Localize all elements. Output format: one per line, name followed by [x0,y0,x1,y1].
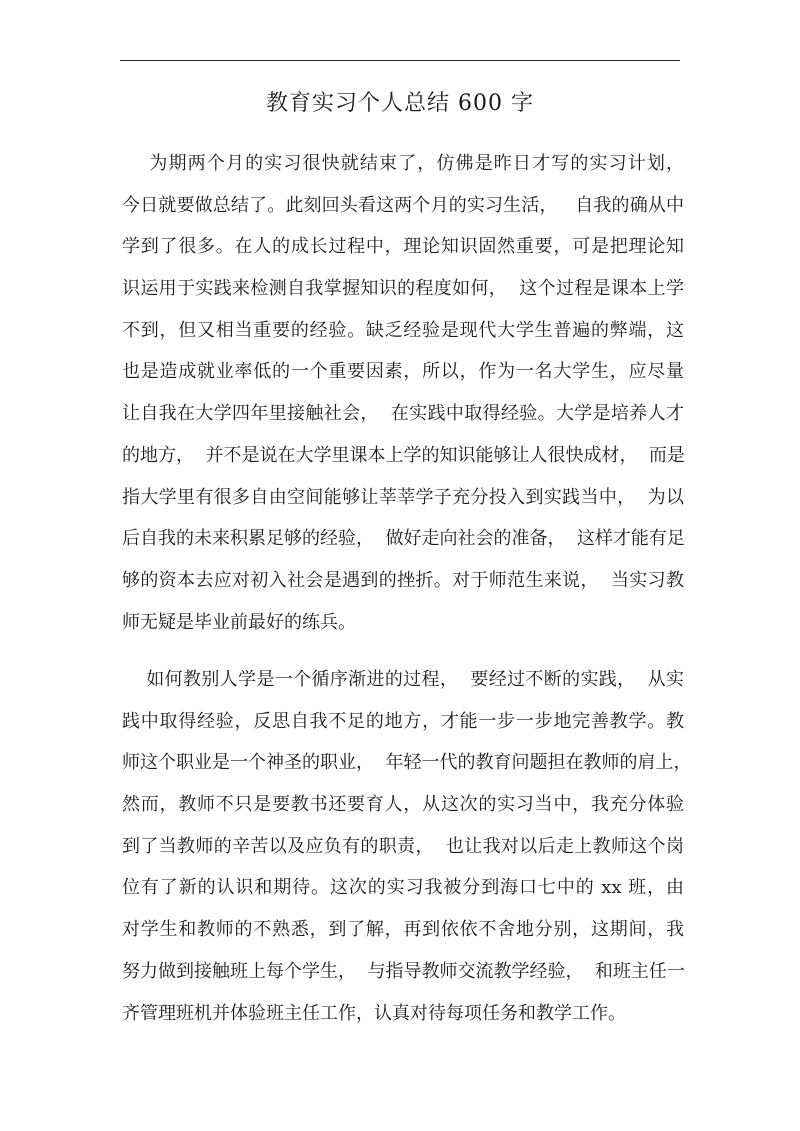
paragraph-line: 后自我的未来积累足够的经验， 做好走向社会的准备， 这样才能有足 [122,528,685,550]
paragraph-line: 学到了很多。在人的成长过程中，理论知识固然重要，可是把理论知 [122,236,684,258]
paragraph-line: 今日就要做总结了。此刻回头看这两个月的实习生活， 自我的确从中 [122,194,684,216]
paragraph-line: 指大学里有很多自由空间能够让莘莘学子充分投入到实践当中， 为以 [122,486,684,508]
paragraph-line: 齐管理班机并体验班主任工作，认真对待每项任务和教学工作。 [122,1002,626,1024]
paragraph-line: 对学生和教师的不熟悉，到了解，再到依依不舍地分别，这期间，我 [122,919,684,941]
paragraph-2 [122,659,692,1034]
paragraph-line: 不到，但又相当重要的经验。缺乏经验是现代大学生普遍的弊端，这 [122,319,684,341]
paragraph-line: 识运用于实践来检测自我掌握知识的程度如何， 这个过程是课本上学 [122,278,684,300]
paragraph-line: 的地方， 并不是说在大学里课本上学的知识能够让人很快成材， 而是 [122,444,685,466]
paragraph-line: 位有了新的认识和期待。这次的实习我被分到海口七中的 xx 班，由 [122,877,684,899]
header-rule [120,60,680,61]
paragraph-1 [122,143,684,643]
document-title: 教育实习个人总结 600 字 [266,91,534,116]
paragraph-line: 到了当教师的辛苦以及应负有的职责， 也让我对以后走上教师这个岗 [122,835,684,857]
paragraph-line: 如何教别人学是一个循序渐进的过程， 要经过不断的实践， 从实 [122,669,684,690]
paragraph-line: 努力做到接触班上每个学生， 与指导教师交流教学经验， 和班主任一 [122,960,685,982]
paragraph-line: 为期两个月的实习很快就结束了，仿佛是昨日才写的实习计划， [122,153,684,174]
paragraph-line: 然而，教师不只是要教书还要育人，从这次的实习当中，我充分体验 [122,794,684,816]
paragraph-line: 够的资本去应对初入社会是遇到的挫折。对于师范生来说， 当实习教 [122,569,684,591]
paragraph-line: 让自我在大学四年里接触社会， 在实践中取得经验。大学是培养人才 [122,403,684,425]
paragraph-line: 践中取得经验，反思自我不足的地方，才能一步一步地完善教学。教 [122,710,684,732]
paragraph-line: 师这个职业是一个神圣的职业， 年轻一代的教育问题担在教师的肩上， [122,752,692,774]
paragraph-line: 也是造成就业率低的一个重要因素，所以，作为一名大学生，应尽量 [122,361,684,383]
paragraph-line: 师无疑是毕业前最好的练兵。 [122,611,356,633]
